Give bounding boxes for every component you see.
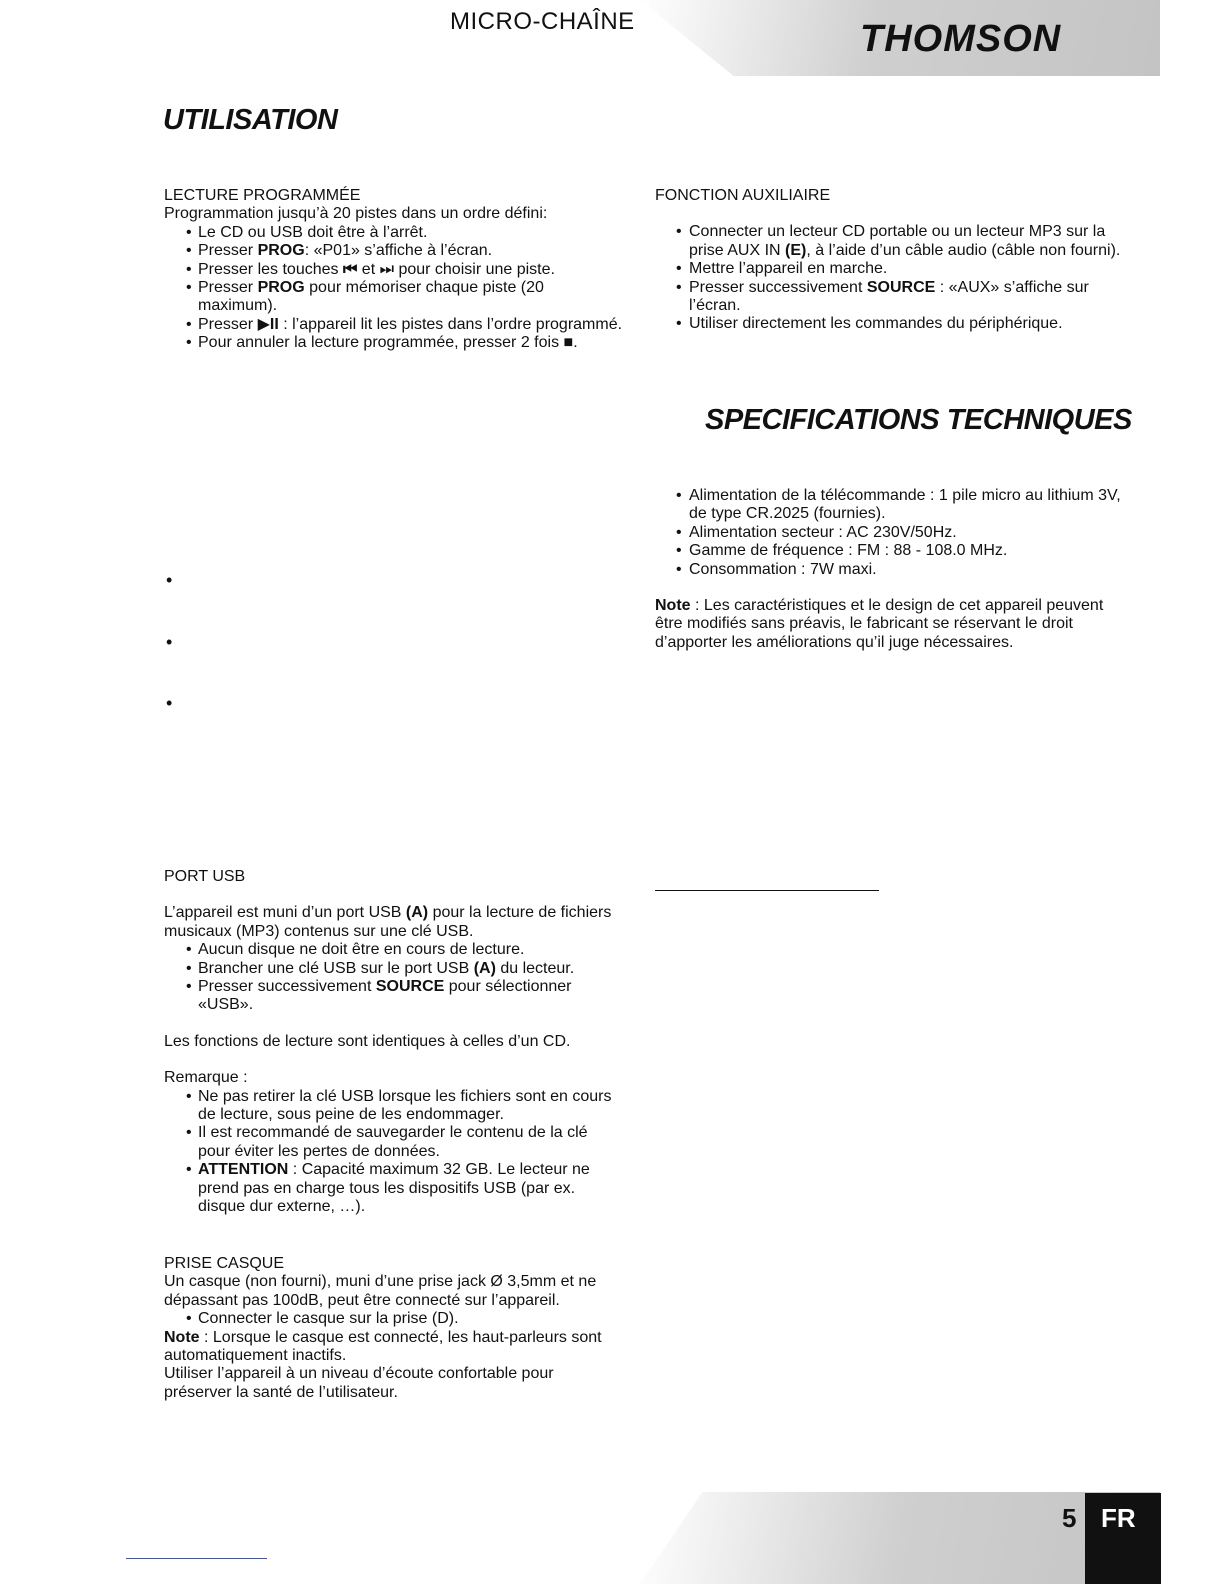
prise-casque-advice: Utiliser l’appareil à un niveau d’écoute confortable pour préserver la santé de l’utilisateur. bbox=[164, 1365, 554, 1401]
list-item-bold: ⏮ bbox=[342, 260, 358, 278]
section-title-utilisation: UTILISATION bbox=[163, 104, 338, 136]
list-item-text: : l’appareil lit les pistes dans l’ordre programmé. bbox=[278, 315, 623, 333]
language-label: FR bbox=[1101, 1503, 1136, 1533]
port-usb-remark-heading bbox=[164, 1069, 624, 1087]
fonction-auxiliaire-list bbox=[655, 223, 1125, 333]
list-item bbox=[164, 960, 624, 978]
specs-block bbox=[655, 487, 1125, 652]
specs-list bbox=[655, 487, 1125, 579]
specs-note-label: Note bbox=[655, 597, 691, 615]
list-item: • Consommation : 7W maxi. bbox=[655, 561, 1125, 579]
port-usb-intro bbox=[164, 904, 624, 941]
list-item-text: Le CD ou USB doit être à l’arrêt. bbox=[198, 223, 428, 241]
page-number: 5 bbox=[1062, 1503, 1077, 1533]
list-item bbox=[164, 1161, 624, 1216]
port-usb-heading: PORT USB bbox=[164, 868, 246, 885]
port-usb-intro-bold: (A) bbox=[405, 904, 429, 922]
port-usb-remarks bbox=[164, 1088, 624, 1217]
list-item: • Connecter le casque sur la prise (D). bbox=[164, 1310, 624, 1328]
prise-casque-heading: PRISE CASQUE bbox=[164, 1255, 285, 1272]
list-item bbox=[164, 316, 624, 334]
fonction-auxiliaire-heading: FONCTION AUXILIAIRE bbox=[655, 187, 831, 204]
brand-logo: THOMSON bbox=[860, 18, 1062, 60]
list-item-text: . bbox=[573, 334, 578, 352]
list-item bbox=[164, 279, 624, 316]
list-item-bold: PROG bbox=[257, 242, 305, 260]
list-item bbox=[164, 334, 624, 352]
empty-bullet: • bbox=[166, 570, 173, 590]
footer-band bbox=[640, 1492, 1160, 1584]
list-item-text: Utiliser directement les commandes du périphérique. bbox=[689, 315, 1063, 333]
list-item-text: du lecteur. bbox=[495, 959, 575, 977]
list-item-text: Presser les touches bbox=[198, 260, 343, 278]
remark-colon: : bbox=[238, 1069, 248, 1087]
specs-note-text: : Les caractéristiques et le design de cet appareil peuvent être modifiés sans préavis, le fabricant se réservant le droit d’apporter les améliorations qu’il juge nécessaires. bbox=[655, 597, 1104, 651]
list-item-text: Mettre l’appareil en marche. bbox=[689, 260, 888, 278]
prise-casque-block bbox=[164, 1255, 624, 1402]
prise-casque-note-text: : Lorsque le casque est connecté, les haut-parleurs sont automatiquement inactifs. bbox=[164, 1328, 602, 1365]
remark-label: Remarque bbox=[164, 1069, 239, 1087]
list-item-text: Presser successivement bbox=[689, 278, 867, 296]
list-item: • Gamme de fréquence : FM : 88 - 108.0 MHz. bbox=[655, 542, 1125, 560]
list-item bbox=[655, 279, 1125, 316]
list-item-text: Presser bbox=[198, 279, 258, 297]
list-item bbox=[655, 315, 1125, 333]
list-item bbox=[164, 242, 624, 260]
lecture-programmee-list bbox=[164, 224, 624, 353]
lecture-programmee-block bbox=[164, 187, 624, 353]
list-item-bold: ▶II bbox=[257, 315, 279, 333]
list-item-text: Pour annuler la lecture programmée, presser 2 fois bbox=[198, 334, 564, 352]
prise-casque-list bbox=[164, 1310, 624, 1328]
language-badge bbox=[1085, 1493, 1161, 1584]
list-item-text: Presser bbox=[198, 242, 258, 260]
list-item-text: pour mémoriser chaque piste (20 maximum). bbox=[198, 279, 544, 315]
list-item bbox=[164, 978, 624, 1015]
list-item-text: et ⏭ pour choisir une piste. bbox=[357, 260, 555, 278]
port-usb-list bbox=[164, 941, 624, 1015]
list-item-bold: SOURCE bbox=[375, 978, 445, 996]
lecture-programmee-intro: Programmation jusqu’à 20 pistes dans un ordre défini: bbox=[164, 205, 548, 223]
list-item-text: : «AUX» s’affiche sur l’écran. bbox=[689, 278, 1089, 315]
list-item bbox=[164, 224, 624, 242]
empty-bullet: • bbox=[166, 693, 173, 713]
list-item-text: : «P01» s’affiche à l’écran. bbox=[304, 242, 493, 260]
list-item bbox=[164, 1124, 624, 1161]
list-item-text: Ne pas retirer la clé USB lorsque les fichiers sont en cours de lecture, sous peine de les endommager. bbox=[198, 1087, 612, 1124]
footer-underline bbox=[126, 1558, 267, 1559]
header-title: MICRO-CHAÎNE bbox=[450, 8, 635, 35]
divider-line bbox=[655, 890, 879, 891]
list-item-text: Presser bbox=[198, 315, 258, 333]
list-item-text: Il est recommandé de sauvegarder le contenu de la clé pour éviter les pertes de données. bbox=[198, 1124, 588, 1160]
list-item bbox=[655, 260, 1125, 278]
list-item-text: , à l’aide d’un câble audio (câble non fourni). bbox=[806, 241, 1121, 259]
list-item-bold: SOURCE bbox=[866, 278, 936, 296]
port-usb-block bbox=[164, 868, 624, 1217]
list-item bbox=[164, 1088, 624, 1125]
prise-casque-note bbox=[164, 1329, 624, 1366]
prise-casque-intro: Un casque (non fourni), muni d’une prise jack Ø 3,5mm et ne dépassant pas 100dB, peut être connecté sur l’appareil. bbox=[164, 1273, 597, 1309]
list-item-bold: (E) bbox=[785, 241, 807, 259]
fonction-auxiliaire-block bbox=[655, 187, 1125, 334]
prise-casque-note-label: Note bbox=[164, 1328, 200, 1346]
list-item bbox=[164, 261, 624, 279]
list-item-bold: (A) bbox=[473, 959, 496, 977]
list-item-bold: ■ bbox=[563, 334, 574, 352]
list-item: • Alimentation de la télécommande : 1 pile micro au lithium 3V, de type CR.2025 (fournies). bbox=[655, 487, 1125, 524]
port-usb-intro-text: L’appareil est muni d’un port USB bbox=[164, 904, 406, 922]
list-item bbox=[655, 223, 1125, 260]
port-usb-same-functions: Les fonctions de lecture sont identiques à celles d’un CD. bbox=[164, 1032, 571, 1050]
list-item-bold: PROG bbox=[257, 279, 305, 297]
list-item-bold: ATTENTION bbox=[198, 1161, 289, 1179]
list-item-text: Connecter un lecteur CD portable ou un lecteur MP3 sur la prise AUX IN bbox=[689, 223, 1106, 259]
list-item-text: pour sélectionner «USB». bbox=[198, 978, 572, 1014]
list-item-text: : Capacité maximum 32 GB. Le lecteur ne prend pas en charge tous les dispositifs USB (par ex. disque dur externe, …). bbox=[198, 1161, 590, 1216]
list-item: • Alimentation secteur : AC 230V/50Hz. bbox=[655, 524, 1125, 542]
list-item-text: Aucun disque ne doit être en cours de lecture. bbox=[198, 941, 525, 959]
port-usb-intro-text-2: pour la lecture de fichiers musicaux (MP3) contenus sur une clé USB. bbox=[164, 904, 612, 940]
section-title-specs: SPECIFICATIONS TECHNIQUES bbox=[705, 404, 1132, 436]
list-item-text: Brancher une clé USB sur le port USB bbox=[198, 959, 474, 977]
specs-note bbox=[655, 597, 1125, 652]
list-item-text: Presser successivement bbox=[198, 978, 376, 996]
empty-bullet: • bbox=[166, 632, 173, 652]
lecture-programmee-heading: LECTURE PROGRAMMÉE bbox=[164, 187, 361, 204]
list-item bbox=[164, 941, 624, 959]
